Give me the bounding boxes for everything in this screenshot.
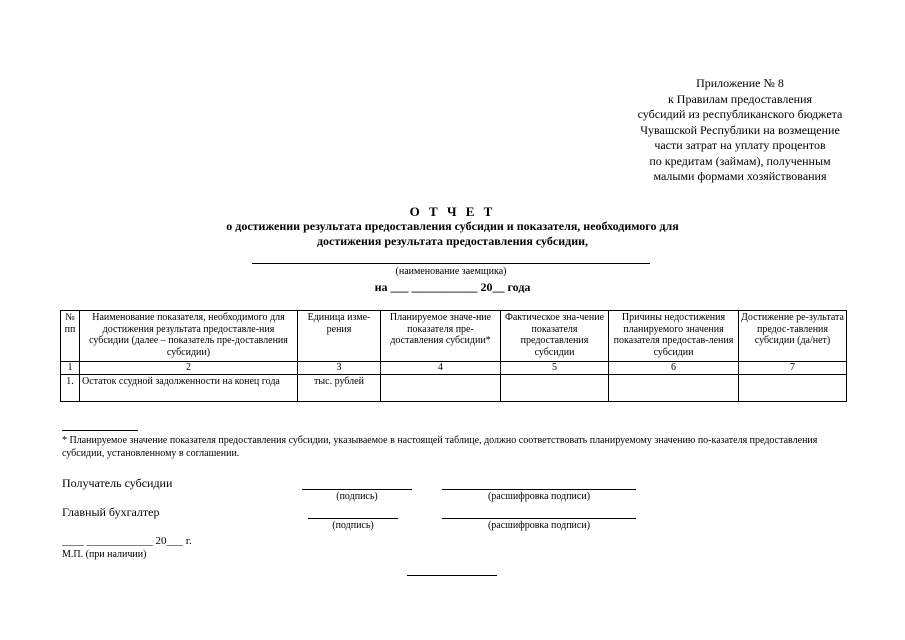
accountant-signature-line (308, 518, 398, 519)
appendix-line: к Правилам предоставления (667, 91, 813, 106)
header-cell: Фактическое зна-чение показателя предоставления субсидии (501, 311, 609, 362)
footnote: * Планируемое значение показателя предоставления субсидии, указываемое в настоящей таблице, должно соответствовать планируемому значению по-казателя предоставления субсидии, установленному в соглашении. (62, 435, 818, 459)
planned-value-cell (381, 374, 501, 401)
report-subtitle-line-1: о достижении результата предоставления субсидии и показателя, необходимого для (226, 219, 679, 233)
unit-cell: тыс. рублей (298, 374, 381, 401)
column-number: 3 (298, 362, 381, 375)
borrower-name-line (252, 263, 650, 264)
header-cell: Единица изме-рения (298, 311, 381, 362)
report-period: на ___ ___________ 20__ года (374, 280, 531, 294)
appendix-block (560, 76, 905, 185)
indicator-name-cell: Остаток ссудной задолженности на конец года (80, 374, 298, 401)
borrower-caption: (наименование заемщика) (395, 266, 507, 277)
appendix-line: части затрат на уплату процентов (654, 138, 826, 152)
header-cell: Планируемое значе-ние показателя пре-доставления субсидии* (381, 311, 501, 362)
date-line: ____ ____________ 20___ г. (62, 535, 192, 547)
recipient-signature-caption: (подпись) (336, 491, 378, 502)
header-cell: № пп (61, 311, 80, 362)
table-row (61, 374, 847, 401)
actual-value-cell (501, 374, 609, 401)
table-column-numbers-row (61, 362, 847, 375)
column-number: 6 (609, 362, 739, 375)
appendix-line: субсидий из республиканского бюджета (637, 107, 843, 121)
bottom-line (407, 575, 497, 576)
footnote-separator (62, 430, 138, 431)
header-cell: Причины недостижения планируемого значения показателя предостав-ления субсидии (609, 311, 739, 362)
report-table (60, 310, 847, 402)
column-number: 1 (61, 362, 80, 375)
appendix-line: Чувашской Республики на возмещение (640, 122, 840, 137)
column-number: 2 (80, 362, 298, 375)
column-number: 4 (381, 362, 501, 375)
reason-cell (609, 374, 739, 401)
report-subtitle-line-2: достижения результата предоставления субсидии, (316, 234, 589, 248)
table-header-row (61, 311, 847, 362)
header-cell: Достижение ре-зультата предос-тавления субсидии (да/нет) (739, 311, 847, 362)
accountant-decode-caption: (расшифровка подписи) (487, 520, 591, 531)
accountant-decode-line (442, 518, 636, 519)
appendix-line: Приложение № 8 (696, 76, 784, 90)
header-cell: Наименование показателя, необходимого для достижения результата предоставле-ния субсидии (далее – показатель пре-доставления субсидии) (80, 311, 298, 362)
recipient-decode-caption: (расшифровка подписи) (487, 491, 591, 502)
column-number: 5 (501, 362, 609, 375)
appendix-line: малыми формами хозяйствования (653, 169, 827, 183)
report-title: О Т Ч Е Т (409, 204, 496, 219)
accountant-label: Главный бухгалтер (62, 505, 160, 519)
recipient-label: Получатель субсидии (62, 476, 173, 490)
row-number-cell: 1. (61, 374, 80, 401)
column-number: 7 (739, 362, 847, 375)
achievement-cell (739, 374, 847, 401)
stamp-note: М.П. (при наличии) (62, 549, 147, 560)
recipient-signature-line (302, 489, 412, 490)
appendix-line: по кредитам (займам), полученным (649, 153, 831, 168)
recipient-decode-line (442, 489, 636, 490)
accountant-signature-caption: (подпись) (332, 520, 374, 531)
